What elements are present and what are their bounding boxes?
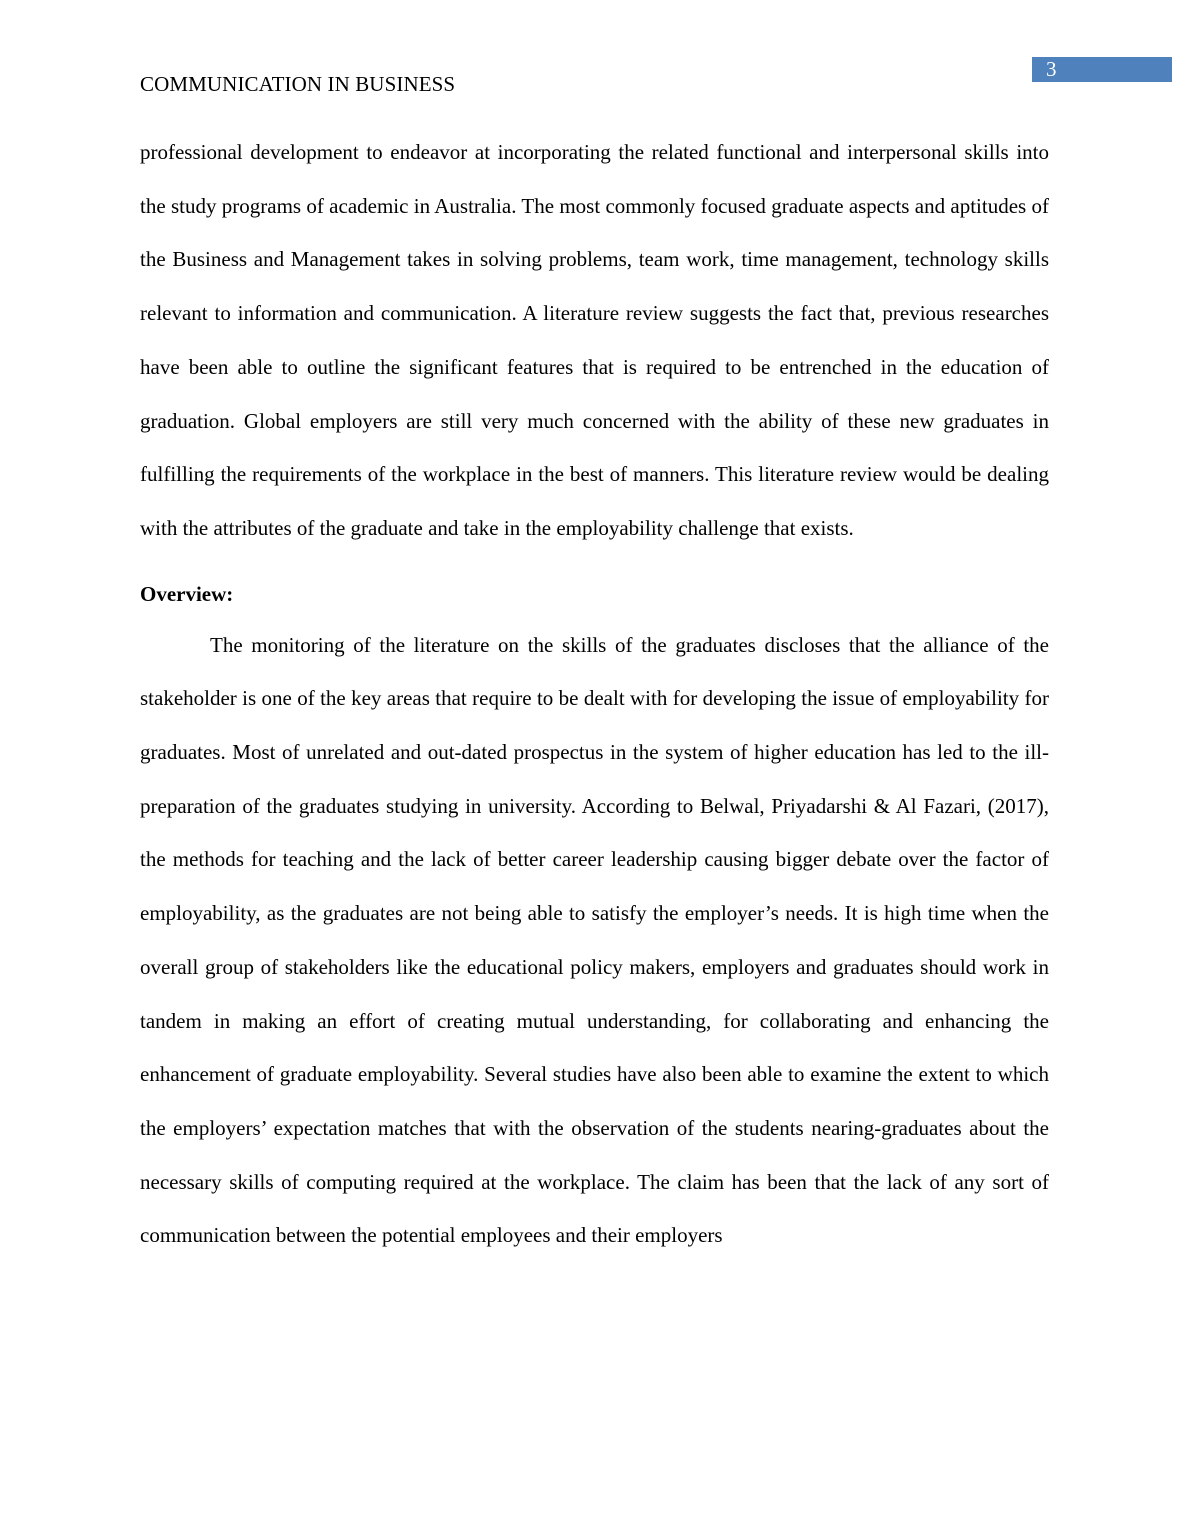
running-head: COMMUNICATION IN BUSINESS [140, 72, 456, 96]
document-body [140, 126, 1049, 1263]
paragraph-overview: The monitoring of the literature on the skills of the graduates discloses that the alliance of the stakeholder is one of the key areas that require to be dealt with for developing the issue of employability for graduates. Most of unrelated and out-dated prospectus in the system of higher education has led to the ill-preparation of the graduates studying in university. According to Belwal, Priyadarshi & Al Fazari, (2017), the methods for teaching and the lack of better career leadership causing bigger debate over the factor of employability, as the graduates are not being able to satisfy the employer’s needs. It is high time when the overall group of stakeholders like the educational policy makers, employers and graduates should work in tandem in making an effort of creating mutual understanding, for collaborating and enhancing the enhancement of graduate employability. Several studies have also been able to examine the extent to which the employers’ expectation matches that with the observation of the students nearing-graduates about the necessary skills of computing required at the workplace. The claim has been that the lack of any sort of communication between the potential employees and their employers [140, 632, 1049, 1248]
page-number: 3 [1046, 57, 1057, 81]
paragraph-intro-continued: professional development to endeavor at incorporating the related functional and interpersonal skills into the study programs of academic in Australia. The most commonly focused graduate aspects and aptitudes of the Business and Management takes in solving problems, team work, time management, technology skills relevant to information and communication. A literature review suggests the fact that, previous researches have been able to outline the significant features that is required to be entrenched in the education of graduation. Global employers are still very much concerned with the ability of these new graduates in fulfilling the requirements of the workplace in the best of manners. This literature review would be dealing with the attributes of the graduate and take in the employability challenge that exists. [140, 140, 1049, 540]
page-number-box [1032, 57, 1172, 82]
section-heading-overview: Overview: [140, 581, 234, 606]
